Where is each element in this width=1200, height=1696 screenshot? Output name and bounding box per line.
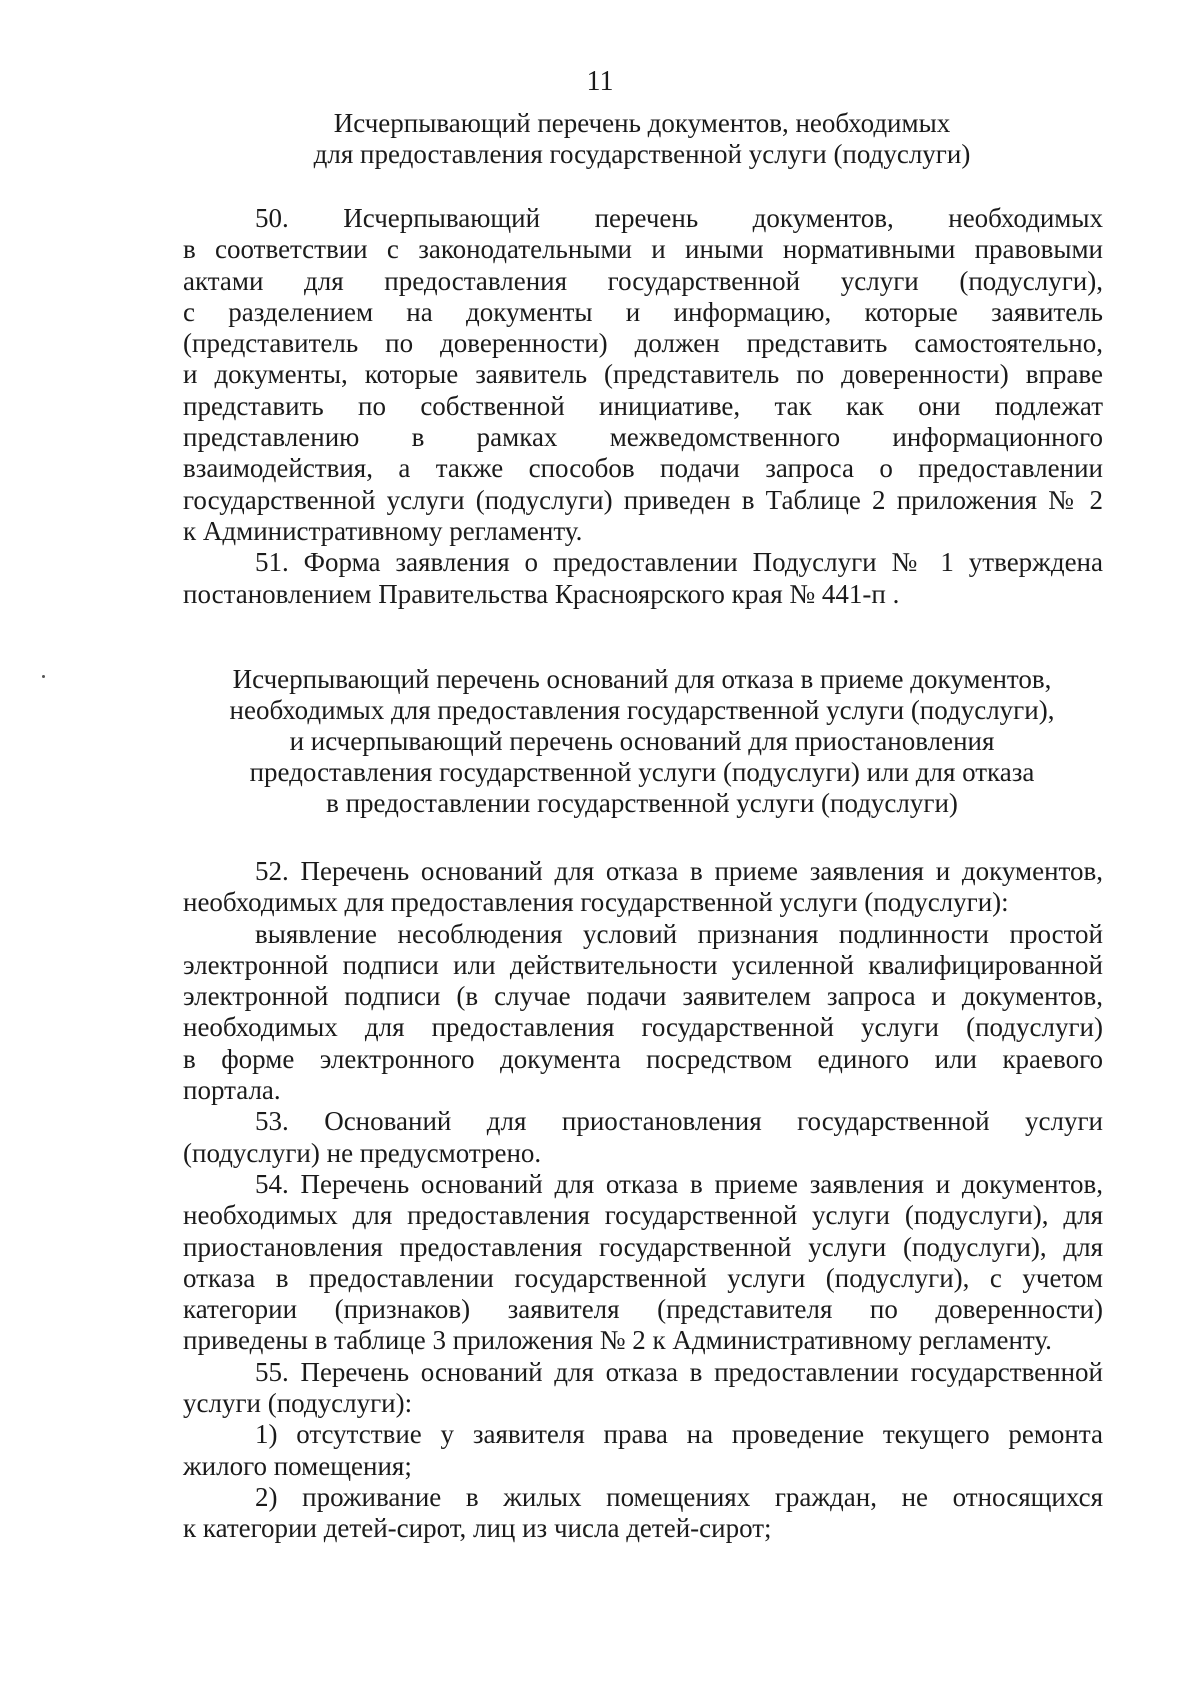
text-line: необходимых для предоставления государственной услуги (подуслуги), для	[183, 1200, 1103, 1231]
text-line: 52. Перечень оснований для отказа в приеме заявления и документов,	[255, 856, 1103, 886]
text-line: взаимодействия, а также способов подачи запроса о предоставлении	[183, 453, 1103, 484]
heading-line: необходимых для предоставления государственной услуги (подуслуги),	[229, 695, 1055, 725]
text-line: отказа в предоставлении государственной услуги (подуслуги), с учетом	[183, 1262, 1103, 1293]
section-heading-documents	[180, 108, 1104, 170]
text-line: с разделением на документы и информацию, которые заявитель	[183, 296, 1103, 327]
section-heading-refusal-grounds	[180, 664, 1104, 819]
heading-line: Исчерпывающий перечень оснований для отказа в приеме документов,	[232, 664, 1052, 694]
section-body-documents	[183, 203, 1103, 610]
text-line: услуги (подуслуги):	[183, 1388, 413, 1419]
page-number: 11	[586, 66, 614, 97]
text-line: и документы, которые заявитель (представитель по доверенности) вправе	[183, 359, 1103, 390]
text-line: приведены в таблице 3 приложения № 2 к Административному регламенту.	[183, 1325, 1052, 1356]
text-line: необходимых для предоставления государственной услуги (подуслуги)	[183, 1012, 1103, 1043]
text-line: (представитель по доверенности) должен представить самостоятельно,	[183, 328, 1103, 359]
text-line: 2) проживание в жилых помещениях граждан, не относящихся	[255, 1481, 1103, 1512]
heading-line: предоставления государственной услуги (подуслуги) или для отказа	[249, 757, 1035, 787]
scan-speck	[42, 675, 45, 678]
text-line: жилого помещения;	[183, 1450, 412, 1481]
text-line: к категории детей-сирот, лиц из числа детей-сирот;	[183, 1513, 772, 1544]
text-line: государственной услуги (подуслуги) приведен в Таблице 2 приложения № 2	[183, 484, 1103, 515]
text-line: в соответствии с законодательными и иными нормативными правовыми	[183, 234, 1103, 265]
heading-line: Исчерпывающий перечень документов, необходимых	[333, 108, 951, 138]
text-line: 54. Перечень оснований для отказа в приеме заявления и документов,	[255, 1168, 1103, 1199]
heading-line: и исчерпывающий перечень оснований для приостановления	[289, 726, 995, 756]
text-line: 51. Форма заявления о предоставлении Подуслуги № 1 утверждена	[255, 547, 1103, 578]
text-line: 53. Оснований для приостановления государственной услуги	[255, 1106, 1103, 1137]
text-line: приостановления предоставления государственной услуги (подуслуги), для	[183, 1231, 1103, 1262]
text-line: выявление несоблюдения условий признания подлинности простой	[255, 918, 1103, 949]
text-line: 55. Перечень оснований для отказа в предоставлении государственной	[255, 1356, 1103, 1387]
text-line: электронной подписи (в случае подачи заявителем запроса и документов,	[183, 981, 1103, 1012]
text-line: категории (признаков) заявителя (представителя по доверенности)	[183, 1294, 1103, 1325]
text-line: в форме электронного документа посредством единого или краевого	[183, 1043, 1103, 1074]
section-body-refusal-grounds	[183, 856, 1103, 1545]
text-line: представлению в рамках межведомственного информационного	[183, 422, 1103, 453]
text-line: необходимых для предоставления государственной услуги (подуслуги):	[183, 887, 1009, 918]
heading-line: для предоставления государственной услуги (подуслуги)	[313, 139, 971, 169]
text-line: электронной подписи или действительности усиленной квалифицированной	[183, 949, 1103, 980]
text-line: 50. Исчерпывающий перечень документов, необходимых	[255, 203, 1103, 233]
heading-line: в предоставлении государственной услуги (подуслуги)	[326, 788, 958, 818]
text-line: 1) отсутствие у заявителя права на проведение текущего ремонта	[255, 1419, 1103, 1450]
text-line: актами для предоставления государственной услуги (подуслуги),	[183, 265, 1103, 296]
text-line: портала.	[183, 1075, 281, 1106]
text-line: (подуслуги) не предусмотрено.	[183, 1137, 542, 1168]
text-line: к Административному регламенту.	[183, 515, 583, 546]
text-line: постановлением Правительства Красноярского края № 441-п .	[183, 578, 900, 609]
text-line: представить по собственной инициативе, так как они подлежат	[183, 390, 1103, 421]
